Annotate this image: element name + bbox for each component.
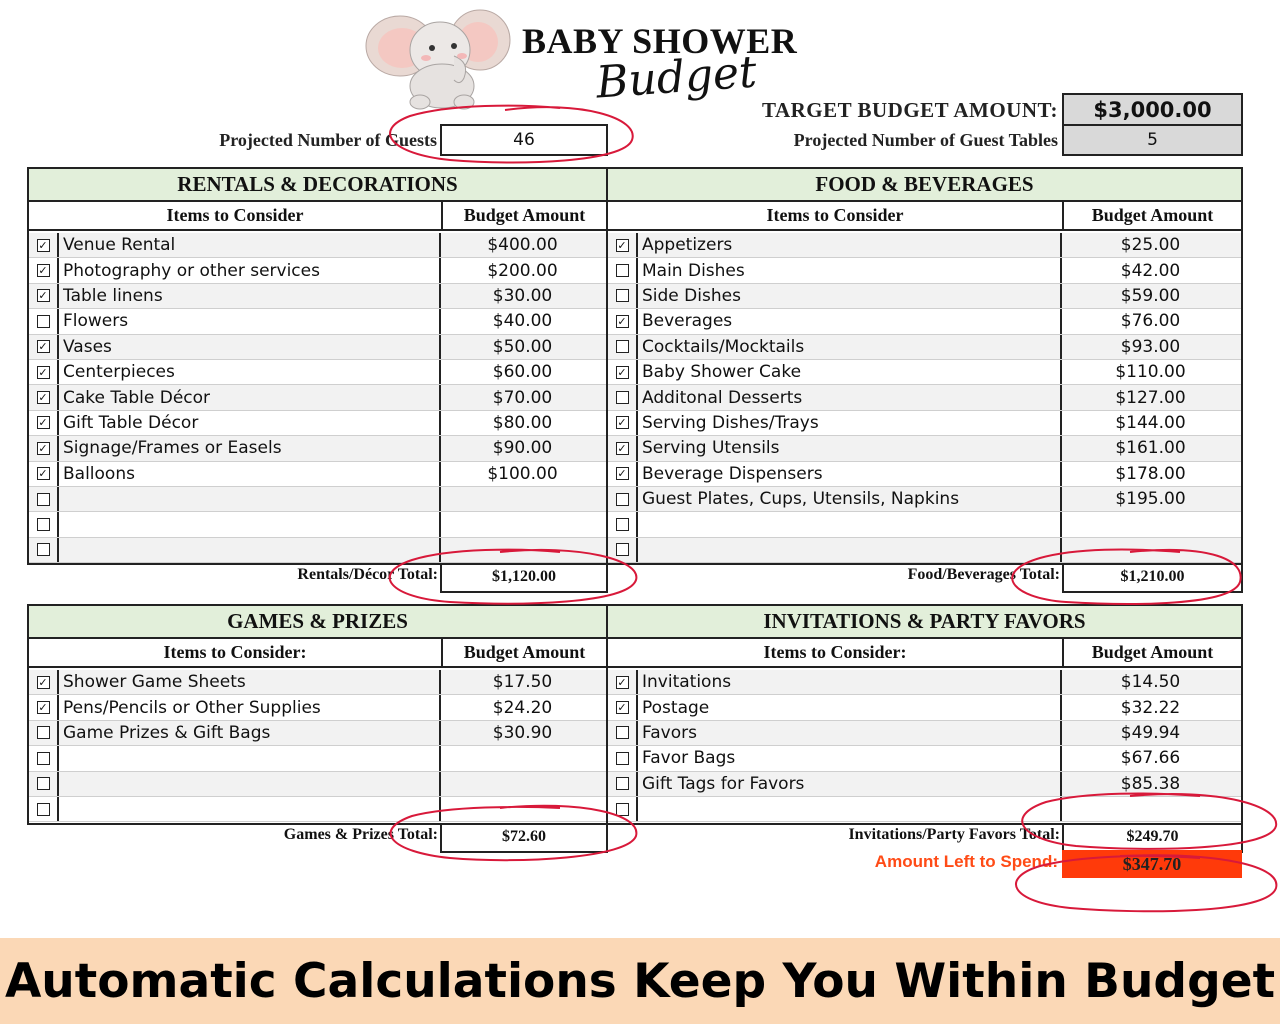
amount-cell[interactable]: $110.00 — [1115, 362, 1186, 383]
checked-checkbox[interactable]: ✓ — [38, 264, 48, 278]
amount-cell[interactable]: $30.00 — [492, 285, 553, 306]
amount-cell[interactable]: $80.00 — [492, 412, 553, 433]
checked-checkbox[interactable]: ✓ — [617, 701, 627, 715]
checkbox-cell — [29, 487, 59, 511]
unchecked-checkbox[interactable] — [616, 493, 629, 506]
item-cell[interactable]: Vases — [59, 335, 441, 359]
table-row — [29, 335, 606, 360]
table-row — [608, 797, 1241, 822]
table-row — [29, 309, 606, 334]
food-total-value: $1,210.00 — [1062, 563, 1243, 593]
amount-cell[interactable] — [1062, 797, 1239, 821]
checkbox-cell — [29, 797, 59, 821]
guest-tables-value: 5 — [1147, 130, 1158, 150]
table-row — [608, 746, 1241, 771]
item-cell[interactable]: Flowers — [59, 309, 441, 333]
checkbox-cell — [608, 335, 638, 359]
checkbox-cell — [608, 670, 638, 694]
unchecked-checkbox[interactable] — [616, 391, 629, 404]
checkbox-cell — [608, 462, 638, 486]
table-row — [29, 487, 606, 512]
amount-cell[interactable]: $30.90 — [492, 722, 553, 743]
checkbox-cell — [29, 746, 59, 770]
item-cell[interactable]: Favors — [638, 721, 1062, 745]
table-row — [29, 385, 606, 410]
checked-checkbox[interactable]: ✓ — [617, 675, 627, 689]
amount-cell[interactable]: $161.00 — [1115, 438, 1186, 459]
table-row — [29, 670, 606, 695]
amount-cell[interactable]: $76.00 — [1120, 311, 1181, 332]
amount-cell[interactable] — [441, 797, 604, 821]
checked-checkbox[interactable]: ✓ — [617, 416, 627, 430]
table-row — [608, 360, 1241, 385]
item-cell[interactable]: Baby Shower Cake — [638, 360, 1062, 384]
amount-cell[interactable]: $32.22 — [1120, 697, 1181, 718]
checked-checkbox[interactable]: ✓ — [38, 238, 48, 252]
table-row — [29, 360, 606, 385]
invitations-rows — [608, 670, 1241, 823]
checkbox-cell — [608, 746, 638, 770]
amount-cell[interactable] — [441, 487, 604, 511]
item-cell[interactable]: Side Dishes — [638, 284, 1062, 308]
checkbox-cell — [29, 462, 59, 486]
guests-label: Projected Number of Guests — [219, 130, 437, 150]
games-section — [27, 604, 608, 825]
checkbox-cell — [29, 772, 59, 796]
unchecked-checkbox[interactable] — [37, 803, 50, 816]
amount-cell[interactable]: $200.00 — [487, 260, 558, 281]
unchecked-checkbox[interactable] — [37, 493, 50, 506]
checkbox-cell — [608, 695, 638, 719]
item-cell[interactable]: Signage/Frames or Easels — [59, 436, 441, 460]
checkbox-cell — [608, 721, 638, 745]
item-cell[interactable]: Appetizers — [638, 233, 1062, 257]
amount-cell[interactable]: $67.66 — [1120, 748, 1181, 769]
checkbox-cell — [29, 284, 59, 308]
checkbox-cell — [608, 772, 638, 796]
unchecked-checkbox[interactable] — [616, 803, 629, 816]
item-cell[interactable]: Venue Rental — [59, 233, 441, 257]
unchecked-checkbox[interactable] — [37, 518, 50, 531]
checkbox-cell — [29, 721, 59, 745]
amount-cell[interactable]: $42.00 — [1120, 260, 1181, 281]
food-rows — [608, 233, 1241, 563]
checked-checkbox[interactable]: ✓ — [38, 416, 48, 430]
item-cell[interactable]: Game Prizes & Gift Bags — [59, 721, 441, 745]
item-cell[interactable]: Beverage Dispensers — [638, 462, 1062, 486]
checkbox-cell — [608, 538, 638, 562]
checked-checkbox[interactable]: ✓ — [38, 467, 48, 481]
rentals-section — [27, 167, 608, 565]
item-cell[interactable] — [59, 512, 441, 536]
table-row — [29, 436, 606, 461]
checkbox-cell — [29, 411, 59, 435]
table-row — [608, 233, 1241, 258]
table-row — [29, 233, 606, 258]
checkbox-cell — [608, 233, 638, 257]
checkbox-cell — [608, 309, 638, 333]
amount-cell[interactable]: $25.00 — [1120, 235, 1181, 256]
invitations-total-value: $249.70 — [1062, 823, 1243, 853]
checkbox-cell — [29, 695, 59, 719]
table-row — [608, 512, 1241, 537]
rentals-col-amount: Budget Amount — [443, 202, 606, 231]
invitations-total-label: Invitations/Party Favors Total: — [848, 826, 1060, 843]
target-budget-value[interactable] — [1062, 93, 1243, 126]
page-title: BABY SHOWER — [522, 21, 798, 61]
amount-cell[interactable] — [441, 746, 604, 770]
amount-cell[interactable]: $49.94 — [1120, 722, 1181, 743]
games-col-amount: Budget Amount — [443, 639, 606, 668]
checkbox-cell — [29, 436, 59, 460]
item-cell[interactable]: Serving Dishes/Trays — [638, 411, 1062, 435]
rentals-total-label: Rentals/Décor Total: — [297, 566, 438, 583]
item-cell[interactable]: Additonal Desserts — [638, 385, 1062, 409]
table-row — [29, 462, 606, 487]
amount-cell[interactable]: $178.00 — [1115, 463, 1186, 484]
item-cell[interactable]: Invitations — [638, 670, 1062, 694]
table-row — [29, 538, 606, 563]
item-cell[interactable] — [59, 797, 441, 821]
games-col-items: Items to Consider: — [29, 639, 443, 668]
item-cell[interactable]: Main Dishes — [638, 258, 1062, 282]
table-row — [29, 512, 606, 537]
item-cell[interactable] — [638, 797, 1062, 821]
unchecked-checkbox[interactable] — [37, 726, 50, 739]
checkbox-cell — [29, 233, 59, 257]
checked-checkbox[interactable]: ✓ — [38, 340, 48, 354]
checkbox-cell — [29, 360, 59, 384]
unchecked-checkbox[interactable] — [37, 315, 50, 328]
table-row — [29, 797, 606, 822]
guest-tables-input[interactable] — [1062, 124, 1243, 156]
checked-checkbox[interactable]: ✓ — [38, 675, 48, 689]
checked-checkbox[interactable]: ✓ — [617, 467, 627, 481]
item-cell[interactable] — [59, 538, 441, 562]
table-row — [608, 411, 1241, 436]
food-col-items: Items to Consider — [608, 202, 1064, 231]
table-row — [608, 487, 1241, 512]
item-cell[interactable]: Favor Bags — [638, 746, 1062, 770]
table-row — [608, 670, 1241, 695]
amount-cell[interactable]: $93.00 — [1120, 336, 1181, 357]
checked-checkbox[interactable]: ✓ — [617, 314, 627, 328]
table-row — [608, 436, 1241, 461]
item-cell[interactable]: Cake Table Décor — [59, 385, 441, 409]
food-section — [606, 167, 1243, 565]
checkbox-cell — [608, 436, 638, 460]
table-row — [608, 258, 1241, 283]
checked-checkbox[interactable]: ✓ — [38, 391, 48, 405]
item-cell[interactable] — [59, 487, 441, 511]
invitations-title: INVITATIONS & PARTY FAVORS — [608, 606, 1241, 639]
item-cell[interactable]: Beverages — [638, 309, 1062, 333]
amount-cell[interactable]: $14.50 — [1120, 672, 1181, 693]
elephant-icon — [362, 4, 512, 112]
unchecked-checkbox[interactable] — [616, 777, 629, 790]
amount-cell[interactable] — [1062, 512, 1239, 536]
rentals-col-items: Items to Consider — [29, 202, 443, 231]
amount-cell[interactable]: $50.00 — [492, 336, 553, 357]
table-row — [608, 538, 1241, 563]
table-row — [29, 772, 606, 797]
unchecked-checkbox[interactable] — [37, 543, 50, 556]
checkbox-cell — [29, 512, 59, 536]
unchecked-checkbox[interactable] — [37, 752, 50, 765]
rentals-title: RENTALS & DECORATIONS — [29, 169, 606, 202]
item-cell[interactable] — [59, 746, 441, 770]
item-cell[interactable]: Postage — [638, 695, 1062, 719]
checked-checkbox[interactable]: ✓ — [38, 289, 48, 303]
amount-cell[interactable]: $127.00 — [1115, 387, 1186, 408]
checkbox-cell — [608, 284, 638, 308]
item-cell[interactable] — [59, 772, 441, 796]
checkbox-cell — [608, 411, 638, 435]
amount-cell[interactable]: $144.00 — [1115, 412, 1186, 433]
checked-checkbox[interactable]: ✓ — [38, 441, 48, 455]
checkbox-cell — [29, 670, 59, 694]
amount-cell[interactable]: $195.00 — [1115, 489, 1186, 510]
promo-banner: Automatic Calculations Keep You Within Budget — [0, 938, 1280, 1024]
item-cell[interactable]: Table linens — [59, 284, 441, 308]
food-col-amount: Budget Amount — [1064, 202, 1241, 231]
checkbox-cell — [29, 538, 59, 562]
games-title: GAMES & PRIZES — [29, 606, 606, 639]
table-row — [29, 721, 606, 746]
table-row — [608, 462, 1241, 487]
amount-cell[interactable]: $59.00 — [1120, 285, 1181, 306]
table-row — [29, 258, 606, 283]
checkbox-cell — [608, 258, 638, 282]
unchecked-checkbox[interactable] — [616, 543, 629, 556]
item-cell[interactable]: Balloons — [59, 462, 441, 486]
rentals-rows — [29, 233, 606, 563]
item-cell[interactable]: Gift Table Décor — [59, 411, 441, 435]
table-row — [608, 284, 1241, 309]
invitations-section — [606, 604, 1243, 825]
table-row — [29, 746, 606, 771]
unchecked-checkbox[interactable] — [616, 289, 629, 302]
table-row — [608, 385, 1241, 410]
guests-value: 46 — [513, 130, 535, 150]
checkbox-cell — [608, 512, 638, 536]
amount-cell[interactable]: $24.20 — [492, 697, 553, 718]
item-cell[interactable]: Pens/Pencils or Other Supplies — [59, 695, 441, 719]
food-total-label: Food/Beverages Total: — [907, 566, 1060, 583]
checkbox-cell — [608, 797, 638, 821]
table-row — [608, 695, 1241, 720]
unchecked-checkbox[interactable] — [616, 726, 629, 739]
page-subtitle-script: Budget — [594, 46, 759, 109]
amount-cell[interactable]: $90.00 — [492, 438, 553, 459]
unchecked-checkbox[interactable] — [616, 264, 629, 277]
checked-checkbox[interactable]: ✓ — [617, 238, 627, 252]
invitations-col-items: Items to Consider: — [608, 639, 1064, 668]
checkbox-cell — [29, 258, 59, 282]
item-cell[interactable]: Shower Game Sheets — [59, 670, 441, 694]
games-rows — [29, 670, 606, 823]
checkbox-cell — [29, 309, 59, 333]
rentals-total-value: $1,120.00 — [440, 563, 608, 593]
checkbox-cell — [29, 385, 59, 409]
amount-cell[interactable] — [441, 512, 604, 536]
table-row — [29, 284, 606, 309]
amount-cell[interactable]: $70.00 — [492, 387, 553, 408]
guest-tables-label: Projected Number of Guest Tables — [793, 130, 1058, 150]
amount-cell[interactable] — [441, 538, 604, 562]
target-budget-amount: $3,000.00 — [1093, 97, 1212, 122]
amount-cell[interactable]: $85.38 — [1120, 773, 1181, 794]
checked-checkbox[interactable]: ✓ — [38, 365, 48, 379]
checkbox-cell — [608, 385, 638, 409]
unchecked-checkbox[interactable] — [37, 777, 50, 790]
amount-left-label: Amount Left to Spend: — [874, 852, 1058, 871]
table-row — [608, 309, 1241, 334]
unchecked-checkbox[interactable] — [616, 518, 629, 531]
item-cell[interactable]: Photography or other services — [59, 258, 441, 282]
table-row — [608, 772, 1241, 797]
food-title: FOOD & BEVERAGES — [608, 169, 1241, 202]
checkbox-cell — [608, 360, 638, 384]
table-row — [608, 721, 1241, 746]
unchecked-checkbox[interactable] — [616, 752, 629, 765]
invitations-col-amount: Budget Amount — [1064, 639, 1241, 668]
item-cell[interactable]: Cocktails/Mocktails — [638, 335, 1062, 359]
amount-cell[interactable]: $17.50 — [492, 672, 553, 693]
table-row — [29, 411, 606, 436]
item-cell[interactable]: Centerpieces — [59, 360, 441, 384]
amount-cell[interactable]: $100.00 — [487, 463, 558, 484]
item-cell[interactable] — [638, 512, 1062, 536]
checked-checkbox[interactable]: ✓ — [617, 365, 627, 379]
item-cell[interactable]: Guest Plates, Cups, Utensils, Napkins — [638, 487, 1062, 511]
checked-checkbox[interactable]: ✓ — [38, 701, 48, 715]
amount-left-value: $347.70 — [1062, 850, 1242, 878]
table-row — [29, 695, 606, 720]
amount-cell[interactable]: $400.00 — [487, 235, 558, 256]
item-cell[interactable]: Gift Tags for Favors — [638, 772, 1062, 796]
amount-cell[interactable]: $40.00 — [492, 311, 553, 332]
games-total-value: $72.60 — [440, 823, 608, 853]
amount-cell[interactable] — [441, 772, 604, 796]
item-cell[interactable]: Serving Utensils — [638, 436, 1062, 460]
unchecked-checkbox[interactable] — [616, 340, 629, 353]
checked-checkbox[interactable]: ✓ — [617, 441, 627, 455]
amount-cell[interactable] — [1062, 538, 1239, 562]
checkbox-cell — [608, 487, 638, 511]
table-row — [608, 335, 1241, 360]
item-cell[interactable] — [638, 538, 1062, 562]
checkbox-cell — [29, 335, 59, 359]
amount-cell[interactable]: $60.00 — [492, 362, 553, 383]
target-budget-label: TARGET BUDGET AMOUNT: — [762, 98, 1058, 122]
guests-input[interactable] — [440, 124, 608, 156]
games-total-label: Games & Prizes Total: — [283, 826, 438, 843]
